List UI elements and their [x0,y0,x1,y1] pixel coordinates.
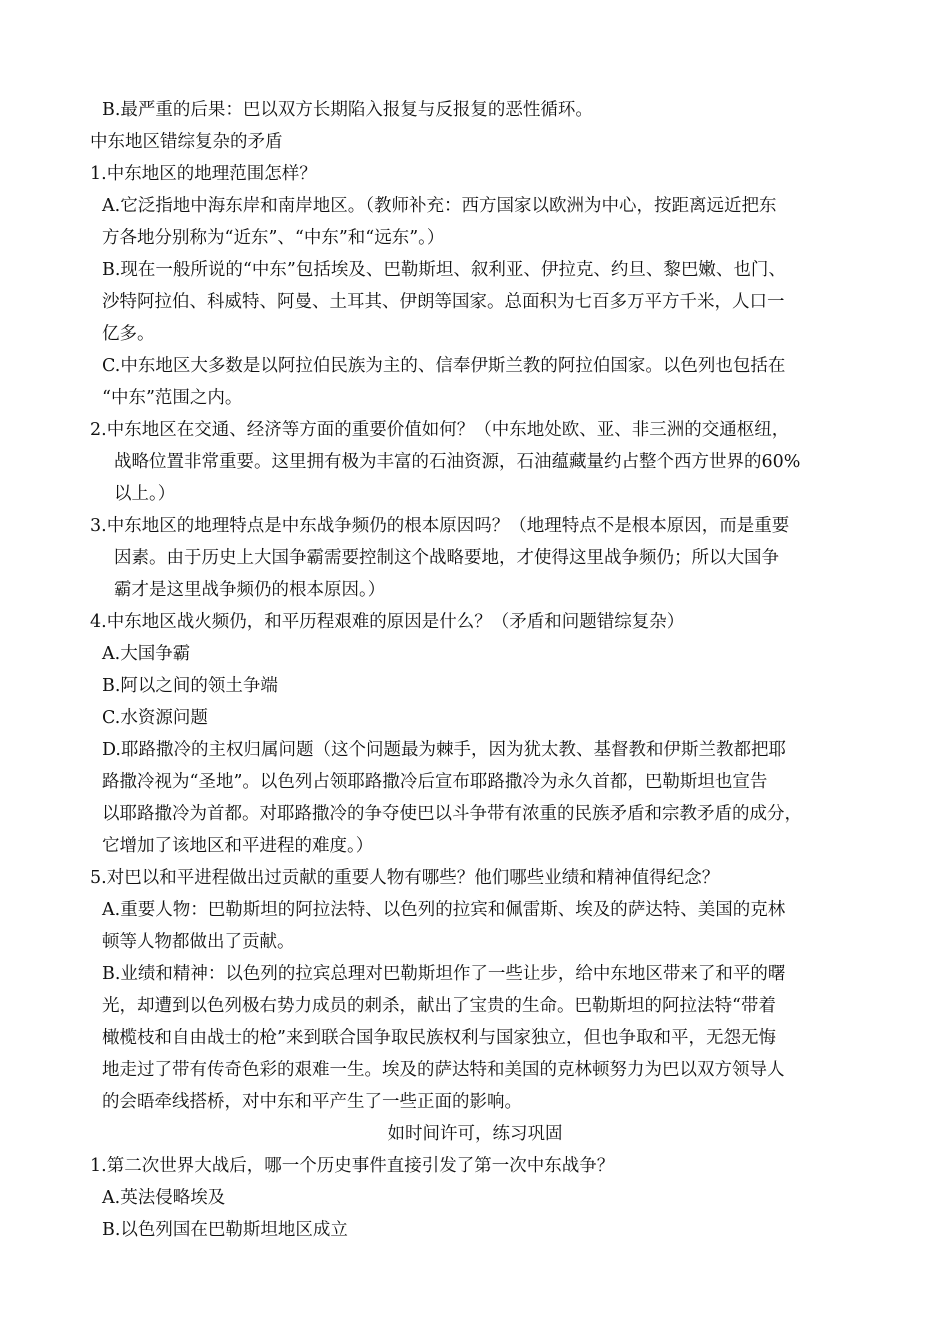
text-line: B.以色列国在巴勒斯坦地区成立 [102,1220,348,1240]
text-line: B.最严重的后果：巴以双方长期陷入报复与反报复的恶性循环。 [102,100,593,120]
text-line: 因素。由于历史上大国争霸需要控制这个战略要地，才使得这里战争频仍；所以大国争 [114,548,779,568]
text-line: 3.中东地区的地理特点是中东战争频仍的根本原因吗？（地理特点不是根本原因，而是重要 [90,516,790,536]
text-line: 地走过了带有传奇色彩的艰难一生。埃及的萨达特和美国的克林顿努力为巴以双方领导人 [102,1060,785,1080]
text-line: 以耶路撒冷为首都。对耶路撒冷的争夺使巴以斗争带有浓重的民族矛盾和宗教矛盾的成分， [102,804,802,824]
text-line: C.中东地区大多数是以阿拉伯民族为主的、信奉伊斯兰教的阿拉伯国家。以色列也包括在 [102,356,786,376]
text-line: 战略位置非常重要。这里拥有极为丰富的石油资源，石油蕴藏量约占整个西方世界的60% [114,452,801,472]
text-line: 光，却遭到以色列极右势力成员的刺杀，献出了宝贵的生命。巴勒斯坦的阿拉法特“带着 [102,996,776,1016]
text-line: B.业绩和精神：以色列的拉宾总理对巴勒斯坦作了一些让步，给中东地区带来了和平的曙 [102,964,786,984]
text-line: 路撒冷视为“圣地”。以色列占领耶路撒冷后宣布耶路撒冷为永久首都，巴勒斯坦也宣告 [102,772,768,792]
text-line: 方各地分别称为“近东”、“中东”和“远东”。） [102,228,445,248]
text-line: A.英法侵略埃及 [102,1188,226,1208]
section-heading: 中东地区错综复杂的矛盾 [90,132,283,152]
text-line: 1.中东地区的地理范围怎样？ [90,164,317,184]
text-line: A.它泛指地中海东岸和南岸地区。（教师补充：西方国家以欧洲为中心，按距离远近把东 [102,196,777,216]
text-line: 橄榄枝和自由战士的枪”来到联合国争取民族权利与国家独立，但也争取和平，无怨无悔 [102,1028,776,1048]
text-line: 5.对巴以和平进程做出过贡献的重要人物有哪些？他们哪些业绩和精神值得纪念？ [90,868,720,888]
text-line: 霸才是这里战争频仍的根本原因。） [114,580,386,600]
text-line: B.现在一般所说的“中东”包括埃及、巴勒斯坦、叙利亚、伊拉克、约旦、黎巴嫩、也门、 [102,260,786,280]
text-line: 亿多。 [102,324,155,344]
text-line: A.大国争霸 [102,644,191,664]
text-line: 4.中东地区战火频仍，和平历程艰难的原因是什么？（矛盾和问题错综复杂） [90,612,685,632]
text-line: B.阿以之间的领土争端 [102,676,278,696]
text-line: 以上。） [114,484,176,504]
text-line: 沙特阿拉伯、科威特、阿曼、土耳其、伊朗等国家。总面积为七百多万平方千米，人口一 [102,292,785,312]
text-line: D.耶路撒冷的主权归属问题（这个问题最为棘手，因为犹太教、基督教和伊斯兰教都把耶 [102,740,786,760]
text-line: 顿等人物都做出了贡献。 [102,932,295,952]
text-line: 的会晤牵线搭桥，对中东和平产生了一些正面的影响。 [102,1092,522,1112]
text-line: C.水资源问题 [102,708,208,728]
section-heading-centered: 如时间许可，练习巩固 [387,1124,563,1144]
text-line: 1.第二次世界大战后，哪一个历史事件直接引发了第一次中东战争？ [90,1156,615,1176]
text-line: 2.中东地区在交通、经济等方面的重要价值如何？（中东地处欧、亚、非三洲的交通枢纽， [90,420,790,440]
text-line: A.重要人物：巴勒斯坦的阿拉法特、以色列的拉宾和佩雷斯、埃及的萨达特、美国的克林 [102,900,786,920]
text-line: 它增加了该地区和平进程的难度。） [102,836,374,856]
text-line: “中东”范围之内。 [102,388,243,408]
